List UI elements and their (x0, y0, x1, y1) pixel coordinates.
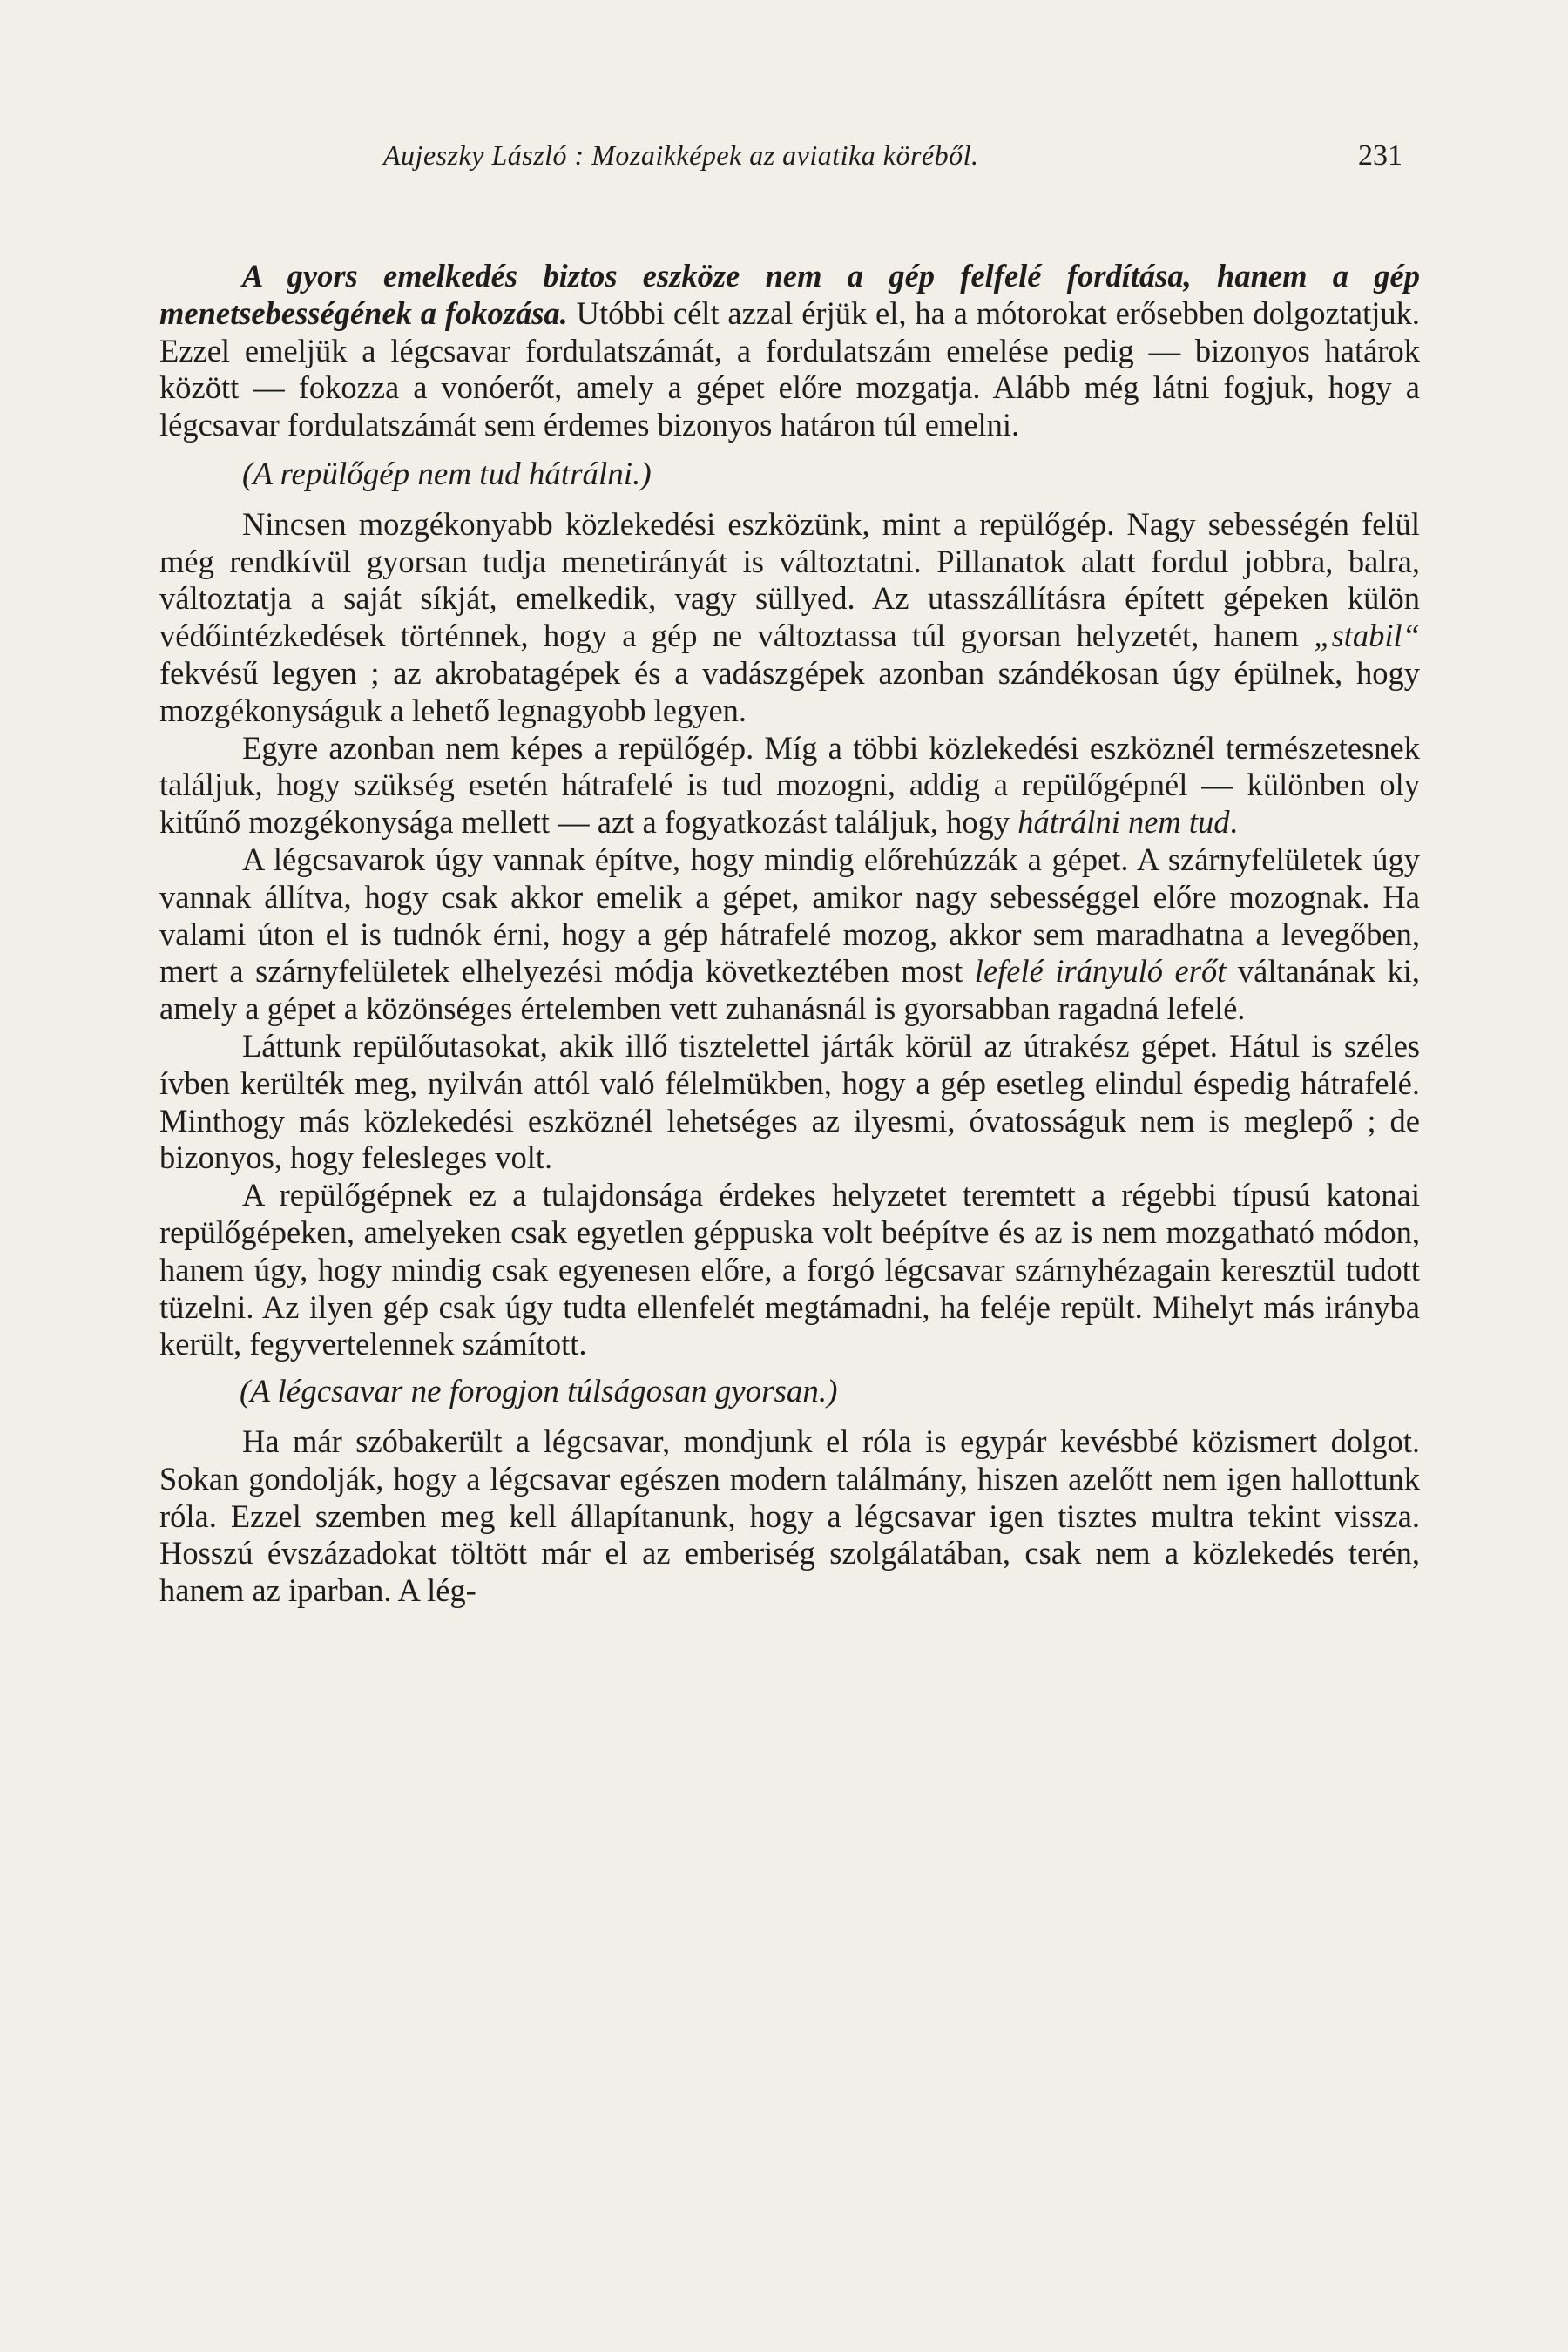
paragraph-2-text-a: Nincsen mozgékonyabb közlekedési eszközünk, mint a repülőgép. Nagy sebességén felül még rendkívül gyorsan tudja menetirányát is változtatni. Pillanatok alatt fordul jobbra, balra, változtatja a saját síkját, emelkedik, vagy süllyed. Az utasszállításra épített gépeken külön védőintézkedések történnek, hogy a gép ne változtassa túl gyorsan helyzetét, hanem (159, 505, 1420, 654)
paragraph-1 (159, 258, 1420, 444)
paragraph-5: Láttunk repülőutasokat, akik illő tisztelettel járták körül az útrakész gépet. Hátul is széles ívben kerülték meg, nyilván attól való félelmükben, hogy a gép esetleg elindul éspedig hátrafelé. Minthogy más közlekedési eszköznél lehetséges az ilyesmi, óvatosságuk nem is meglepő ; de bizonyos, hogy felesleges volt. (159, 1027, 1420, 1176)
section-heading-1: (A repülőgép nem tud hátrálni.) (242, 456, 652, 492)
page-number: 231 (1358, 139, 1402, 172)
paragraph-6: A repülőgépnek ez a tulajdonsága érdekes helyzetet teremtett a régebbi típusú katonai repülőgépeken, amelyeken csak egyetlen géppuska volt beépítve és az is nem mozgatható módon, hanem úgy, hogy mindig csak egyenesen előre, a forgó légcsavar szárnyhézagain keresztül tudott tüzelni. Az ilyen gép csak úgy tudta ellenfelét megtámadni, ha feléje repült. Mihelyt más irányba került, fegyvertelennek számított. (159, 1177, 1420, 1362)
paragraph-3-text-a: Egyre azonban nem képes a repülőgép. Míg a többi közlekedési eszköznél természetesnek találjuk, hogy szükség esetén hátrafelé is tud mozogni, addig a repülőgépnél — különben oly kitűnő mozgékonysága mellett — azt a fogyatkozást találjuk, hogy (159, 729, 1420, 841)
running-head: Aujeszky László : Mozaikképek az aviatika köréből. (383, 139, 979, 171)
paragraph-1-lead: A gyors emelkedés biztos eszköze nem a gép felfelé fordítása, hanem a gép menetsebességének a fokozása. (159, 258, 1420, 331)
page-header (383, 139, 1402, 179)
section-heading-2: (A légcsavar ne forogjon túlságosan gyorsan.) (240, 1374, 838, 1410)
paragraph-1-text: Utóbbi célt azzal érjük el, ha a mótorokat erősebben dolgoztatjuk. Ezzel emeljük a légcsavar fordulatszámát, a fordulatszám emelése pedig — bizonyos határok között — fokozza a vonóerőt, amely a gépet előre mozgatja. Alább még látni fogjuk, hogy a légcsavar fordulatszámát sem érdemes bizonyos határon túl emelni. (159, 294, 1420, 443)
paragraph-4-text-a: A légcsavarok úgy vannak építve, hogy mindig előrehúzzák a gépet. A szárnyfelületek úgy vannak állítva, hogy csak akkor emelik a gépet, amikor nagy sebességgel előre mozognak. Ha valami úton el is tudnók érni, hogy a gép hátrafelé mozog, akkor sem maradhatna a levegőben, mert a szárnyfelületek elhelyezési módja következtében most (159, 841, 1420, 990)
paragraph-4-emphasis: lefelé irányuló erőt (974, 953, 1227, 990)
paragraph-3-emphasis: hátrálni nem tud (1017, 804, 1230, 841)
paragraph-4-text-b: váltanának ki, amely a gépet a közönséges értelemben vett zuhanásnál is gyorsabban ragadná lefelé. (159, 953, 1420, 1027)
paragraph-2-emphasis: „stabil“ (1314, 618, 1420, 654)
paragraph-3 (159, 730, 1420, 841)
paragraph-2-text-b: fekvésű legyen ; az akrobatagépek és a vadászgépek azonban szándékosan úgy épülnek, hogy mozgékonyságuk a lehető legnagyobb legyen. (159, 654, 1420, 728)
page-body (159, 258, 1420, 1610)
paragraph-7: Ha már szóbakerült a légcsavar, mondjunk el róla is egypár kevésbbé közismert dolgot. Sokan gondolják, hogy a légcsavar egészen modern találmány, hiszen azelőtt nem igen hallottunk róla. Ezzel szemben meg kell állapítanunk, hogy a légcsavar igen tisztes multra tekint vissza. Hosszú évszázadokat töltött már el az emberiség szolgálatában, csak nem a közlekedés terén, hanem az iparban. A lég- (159, 1423, 1420, 1609)
paragraph-3-text-b: . (1229, 804, 1238, 841)
paragraph-4 (159, 841, 1420, 1028)
paragraph-2 (159, 506, 1420, 730)
